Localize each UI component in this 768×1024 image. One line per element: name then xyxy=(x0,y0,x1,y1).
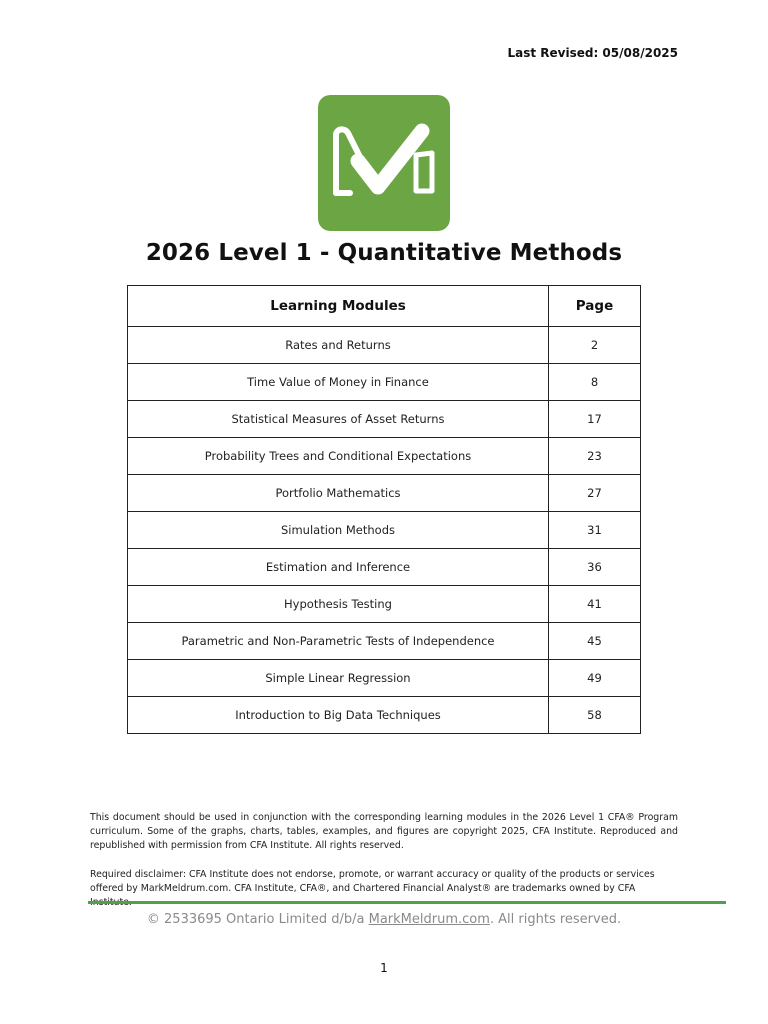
module-page: 17 xyxy=(549,401,641,438)
copyright-suffix: . All rights reserved. xyxy=(489,912,622,927)
page-number: 1 xyxy=(380,961,388,975)
module-name: Statistical Measures of Asset Returns xyxy=(128,401,549,438)
module-name: Simple Linear Regression xyxy=(128,660,549,697)
table-row[interactable] xyxy=(128,549,641,586)
module-page: 45 xyxy=(549,623,641,660)
markmeldrum-link[interactable]: MarkMeldrum.com xyxy=(368,912,490,927)
module-page: 36 xyxy=(549,549,641,586)
module-page: 27 xyxy=(549,475,641,512)
module-name: Portfolio Mathematics xyxy=(128,475,549,512)
footer-divider xyxy=(88,901,726,904)
module-page: 31 xyxy=(549,512,641,549)
usage-disclaimer: This document should be used in conjunction with the corresponding learning modules in the 2026 Level 1 CFA® Program curriculum. Some of the graphs, charts, tables, examples, and figures are copyright 2025, CFA Institute. Reproduced and republished with permission from CFA Institute. All rights reserved. xyxy=(90,812,678,851)
table-row[interactable] xyxy=(128,623,641,660)
table-row[interactable] xyxy=(128,660,641,697)
column-header-page: Page xyxy=(549,286,641,327)
copyright-footer xyxy=(0,912,768,927)
module-name: Estimation and Inference xyxy=(128,549,549,586)
module-name: Introduction to Big Data Techniques xyxy=(128,697,549,734)
markmeldrum-logo-icon xyxy=(318,95,450,231)
module-name: Hypothesis Testing xyxy=(128,586,549,623)
module-name: Parametric and Non-Parametric Tests of Independence xyxy=(128,623,549,660)
module-name: Probability Trees and Conditional Expectations xyxy=(128,438,549,475)
column-header-modules: Learning Modules xyxy=(128,286,549,327)
table-row[interactable] xyxy=(128,438,641,475)
module-page: 58 xyxy=(549,697,641,734)
module-page: 23 xyxy=(549,438,641,475)
learning-modules-table xyxy=(127,285,641,734)
required-disclaimer-line-1: Required disclaimer: CFA Institute does not endorse, promote, or warrant accuracy or quality of the products or services xyxy=(90,869,655,880)
last-revised-date: Last Revised: 05/08/2025 xyxy=(507,46,678,60)
table-header-row xyxy=(128,286,641,327)
table-row[interactable] xyxy=(128,475,641,512)
module-page: 41 xyxy=(549,586,641,623)
module-page: 2 xyxy=(549,327,641,364)
table-row[interactable] xyxy=(128,364,641,401)
module-name: Simulation Methods xyxy=(128,512,549,549)
module-name: Time Value of Money in Finance xyxy=(128,364,549,401)
table-row[interactable] xyxy=(128,586,641,623)
document-title: 2026 Level 1 - Quantitative Methods xyxy=(145,240,623,266)
table-row[interactable] xyxy=(128,697,641,734)
required-disclaimer-line-2: offered by MarkMeldrum.com. CFA Institute, CFA®, and Chartered Financial Analyst® are trademarks owned by CFA Institute. xyxy=(90,883,636,908)
module-page: 8 xyxy=(549,364,641,401)
table-row[interactable] xyxy=(128,512,641,549)
table-row[interactable] xyxy=(128,327,641,364)
module-page: 49 xyxy=(549,660,641,697)
module-name: Rates and Returns xyxy=(128,327,549,364)
table-row[interactable] xyxy=(128,401,641,438)
copyright-prefix: © 2533695 Ontario Limited d/b/a xyxy=(146,912,369,927)
